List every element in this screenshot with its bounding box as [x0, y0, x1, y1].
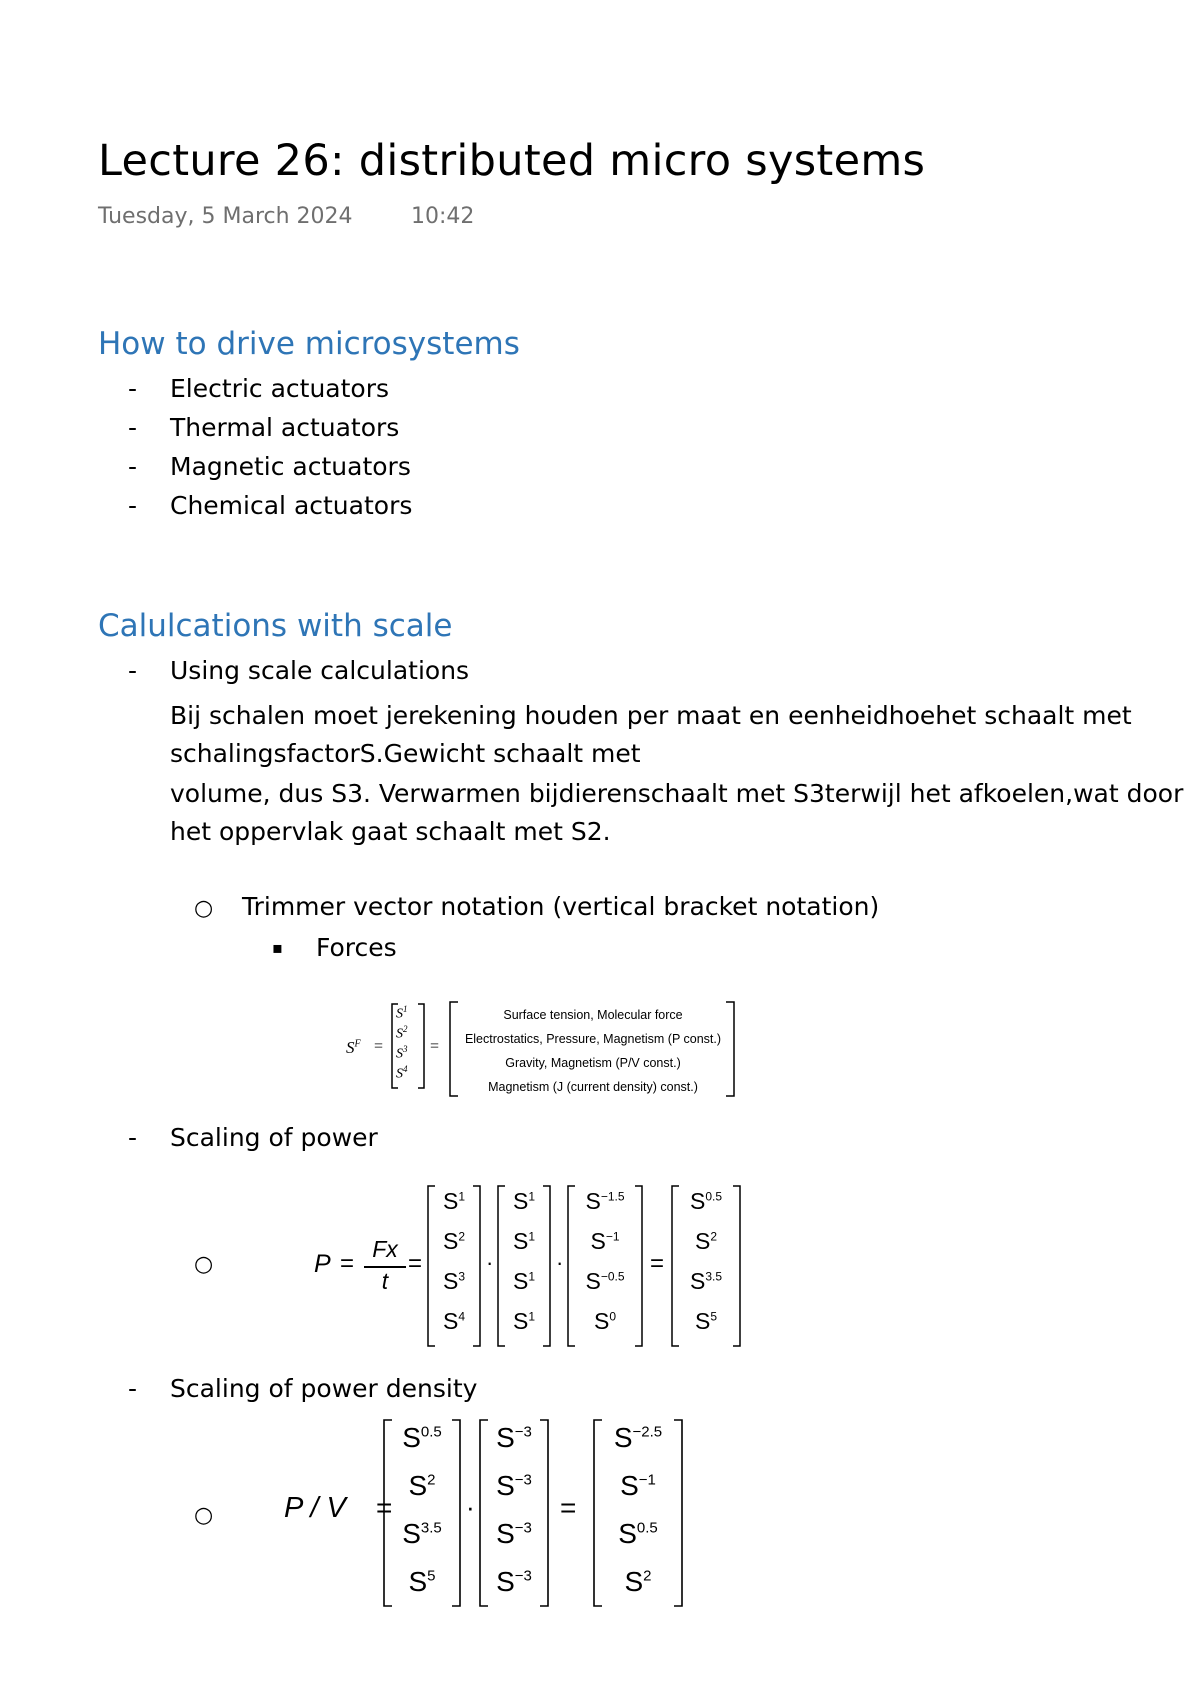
- vector-entry: $S^4$: [396, 1064, 408, 1082]
- vector-entry: $S^3$: [396, 1044, 408, 1062]
- list-item-power-density: Scaling of power density: [170, 1374, 478, 1403]
- list-item-power: Scaling of power: [170, 1123, 378, 1152]
- forces-row-electrostatics: Electrostatics, Pressure, Magnetism (P const.): [464, 1032, 722, 1046]
- power-matrix-result: [670, 1184, 746, 1348]
- dash-bullet: -: [128, 656, 138, 685]
- list-item-electric: Electric actuators: [170, 374, 390, 403]
- forces-row-surface: Surface tension, Molecular force: [503, 1008, 683, 1022]
- paragraph-line: volume, dus S3. Verwarmen bijdierenschaalt met S3terwijl het afkoelen,wat door: [170, 779, 1184, 808]
- power-lhs: P: [314, 1250, 331, 1278]
- list-item-chemical: Chemical actuators: [170, 491, 413, 520]
- matrix-entry: $S^{3.5}$: [402, 1518, 442, 1549]
- equals-sign: =: [376, 1492, 393, 1523]
- dash-bullet: -: [128, 413, 138, 442]
- matrix-entry: $S^1$: [512, 1188, 536, 1214]
- dot-operator: ·: [466, 1492, 475, 1522]
- page-title: Lecture 26: distributed micro systems: [98, 136, 926, 186]
- equals-sign: =: [374, 1038, 384, 1055]
- vector-entry: $S^1$: [396, 1004, 408, 1022]
- matrix-entry: $S^3$: [442, 1268, 466, 1294]
- page-date: Tuesday, 5 March 2024: [98, 204, 353, 229]
- dot-operator: ·: [556, 1250, 564, 1275]
- power-matrix-2: [496, 1184, 556, 1348]
- circle-bullet: ○: [194, 1503, 214, 1528]
- forces-row-gravity: Gravity, Magnetism (P/V const.): [505, 1056, 681, 1070]
- paragraph-line: het oppervlak gaat schaalt met S2.: [170, 817, 611, 846]
- matrix-entry: $S^{-1}$: [590, 1228, 620, 1254]
- matrix-entry: $S^0$: [593, 1308, 617, 1334]
- fraction-denominator: t: [381, 1268, 389, 1294]
- matrix-entry: $S^2$: [694, 1228, 718, 1254]
- matrix-entry: $S^1$: [512, 1268, 536, 1294]
- circle-bullet: ○: [194, 1252, 214, 1277]
- dash-bullet: -: [128, 1123, 138, 1152]
- list-item-thermal: Thermal actuators: [170, 413, 400, 442]
- matrix-entry: $S^{0.5}$: [689, 1188, 723, 1214]
- equals-sign: =: [430, 1038, 440, 1055]
- matrix-entry: $S^1$: [512, 1308, 536, 1334]
- power-matrix-1: [426, 1184, 486, 1348]
- matrix-entry: $S^{-0.5}$: [585, 1268, 625, 1294]
- dash-bullet: -: [128, 374, 138, 403]
- circle-bullet: ○: [194, 896, 214, 921]
- equals-sign: =: [650, 1250, 665, 1277]
- power-density-lhs: P / V: [284, 1492, 346, 1524]
- list-item-magnetic: Magnetic actuators: [170, 452, 411, 481]
- list-item-forces: Forces: [316, 933, 397, 962]
- vector-entry: $S^2$: [396, 1024, 408, 1042]
- page-time: 10:42: [411, 204, 475, 229]
- matrix-entry: $S^4$: [442, 1308, 466, 1334]
- matrix-entry: $S^{-3}$: [496, 1470, 532, 1501]
- matrix-entry: $S^{-3}$: [496, 1422, 532, 1453]
- matrix-entry: $S^1$: [512, 1228, 536, 1254]
- dash-bullet: -: [128, 1374, 138, 1403]
- list-item-scale-calculations: Using scale calculations: [170, 656, 470, 685]
- fraction-numerator: Fx: [372, 1236, 398, 1262]
- section-heading-drive: How to drive microsystems: [98, 326, 520, 362]
- density-matrix-result: [592, 1418, 688, 1608]
- equals-sign: =: [340, 1250, 355, 1277]
- dot-operator: ·: [486, 1250, 494, 1275]
- matrix-entry: $S^{-1.5}$: [585, 1188, 625, 1214]
- matrix-entry: $S^{0.5}$: [618, 1518, 658, 1549]
- matrix-entry: $S^{-3}$: [496, 1566, 532, 1597]
- paragraph-line: Bij schalen moet jerekening houden per maat en eenheidhoehet schaalt met: [170, 701, 1132, 730]
- equals-sign: =: [408, 1250, 423, 1277]
- power-matrix-3: [566, 1184, 648, 1348]
- dash-bullet: -: [128, 452, 138, 481]
- section-heading-scale: Calulcations with scale: [98, 608, 453, 644]
- power-density-equation: [280, 1418, 700, 1597]
- forces-lhs: $S^F$: [346, 1038, 361, 1057]
- paragraph-line: schalingsfactorS.Gewicht schaalt met: [170, 739, 641, 768]
- matrix-entry: $S^{3.5}$: [689, 1268, 723, 1294]
- density-matrix-2: [478, 1418, 554, 1608]
- dash-bullet: -: [128, 491, 138, 520]
- matrix-entry: $S^2$: [442, 1228, 466, 1254]
- matrix-entry: $S^5$: [408, 1566, 436, 1597]
- forces-row-magnetism: Magnetism (J (current density) const.): [488, 1080, 698, 1094]
- dutch-paragraph: [170, 696, 1200, 856]
- square-bullet: ▪: [272, 938, 283, 957]
- matrix-entry: $S^{-1}$: [620, 1470, 656, 1501]
- matrix-entry: $S^{-3}$: [496, 1518, 532, 1549]
- matrix-entry: $S^2$: [624, 1566, 652, 1597]
- matrix-entry: $S^{0.5}$: [402, 1422, 442, 1453]
- power-equation: [310, 1184, 750, 1354]
- matrix-entry: $S^2$: [408, 1470, 436, 1501]
- density-matrix-1: [382, 1418, 466, 1608]
- list-item-trimmer: Trimmer vector notation (vertical bracket notation): [242, 892, 880, 921]
- matrix-entry: $S^5$: [694, 1308, 718, 1334]
- matrix-entry: $S^{-2.5}$: [613, 1422, 663, 1453]
- matrix-entry: $S^1$: [442, 1188, 466, 1214]
- equals-sign: =: [560, 1492, 577, 1523]
- forces-equation: [340, 1000, 740, 1104]
